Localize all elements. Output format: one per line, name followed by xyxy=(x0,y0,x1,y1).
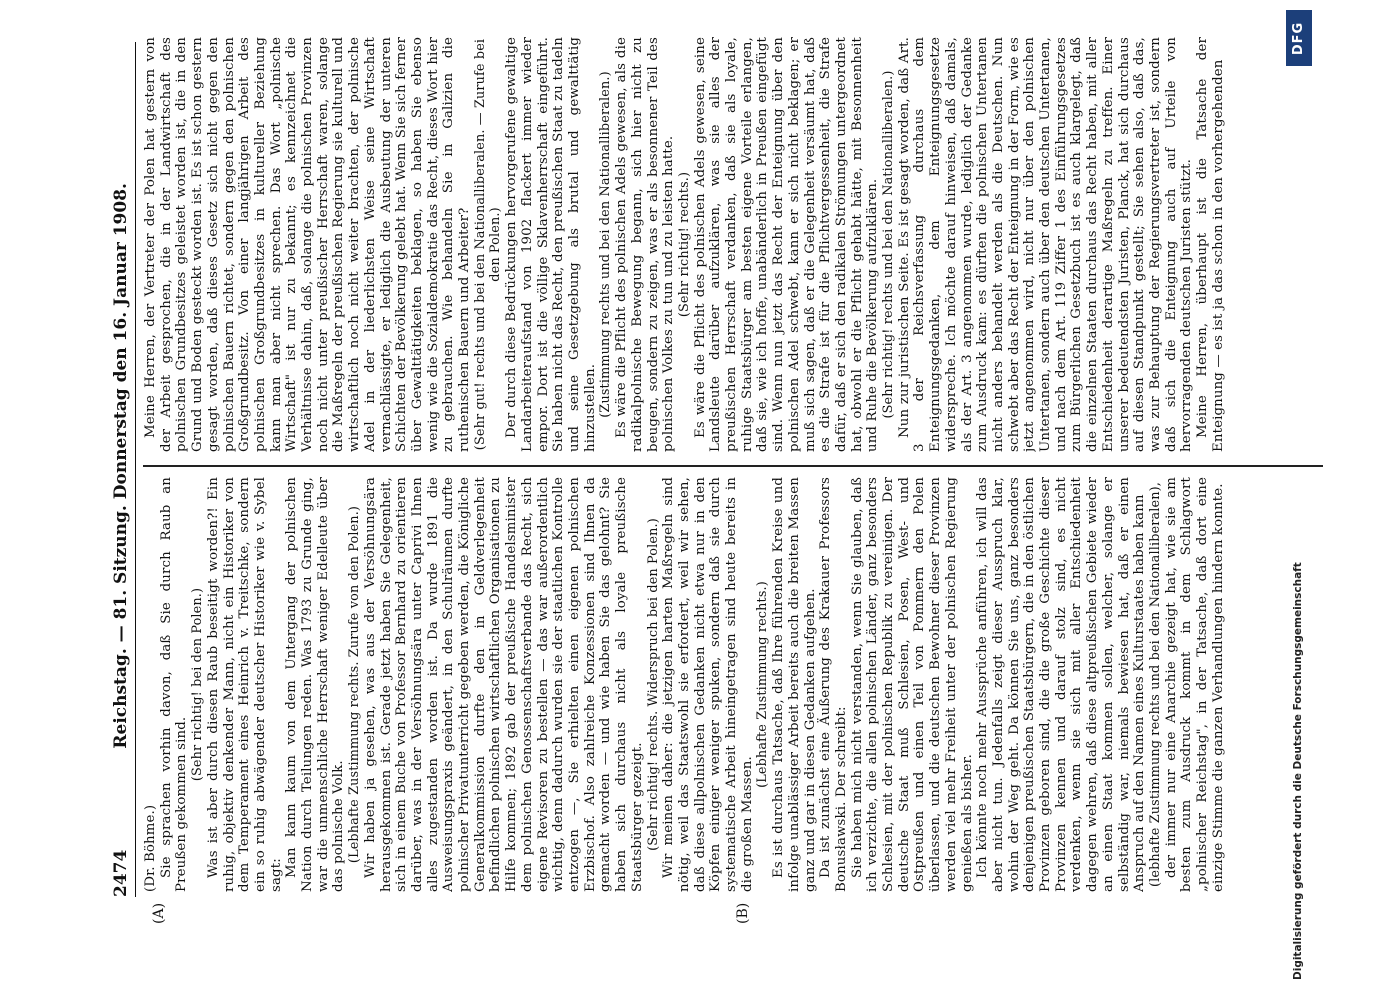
right-column-paragraph: Nun zur juristischen Seite. Es ist gesagt worden, daß Art. 3 der Reichsverfassung durchaus dem Enteignungsgedanken, dem Enteignungsgesetze widerspreche. Ich möchte darauf hinweisen, daß damals, als der Art. 3 angenommen wurde, lediglich der Gedanke zum Ausdruck kam: es dürften die polnischen Untertanen nicht anders behandelt werden als die Deutschen. Nun schwebt aber das Recht der Enteignung in der Form, wie es jetzt angenommen wird, nicht nur über den polnischen Untertanen, sondern auch über den deutschen Untertanen, und nach dem Art. 119 Ziffer 1 des Einführungsgesetzes zum Bürgerlichen Gesetzbuch ist es auch klargelegt, daß die einzelnen Staaten durchaus das Recht haben, mit aller Entschiedenheit derartige Maßregeln zu treffen. Einer unserer bedeutendsten Juristen, Planck, hat sich durchaus auf diesen Standpunkt gestellt; Sie sehen also, daß das, was zur Behauptung der Regierungsvertreter ist, sondern daß sich die Enteignung auch auf Urteile von hervorragenden deutschen Juristen stützt. xyxy=(896,37,1195,452)
left-column-reaction: (Sehr richtig! bei den Polen.) xyxy=(190,587,206,782)
left-column-reaction: (lebhafte Zustimmung rechts und bei den Nationalliberalen), xyxy=(1148,481,1163,888)
digitization-credit: Digitalisierung gefördert durch die Deutsche Forschungsgemeinschaft xyxy=(1292,562,1304,980)
left-column-paragraph: Da ist zunächst eine Äußerung des Krakauer Professors Bonusławski. Der schreibt: xyxy=(818,477,849,892)
dfg-logo: DFG xyxy=(1286,10,1312,66)
scanned-page xyxy=(51,2,1331,992)
margin-marker-b: (B) xyxy=(735,902,751,924)
right-column-reaction: (Sehr richtig! rechts und bei den Nationalliberalen.) xyxy=(881,70,897,419)
running-head-title: Reichstag. — 81. Sitzung. Donnerstag den 16. Januar 1908. xyxy=(111,183,131,749)
left-column-reaction: (Lebhafte Zustimmung rechts.) xyxy=(755,581,771,788)
right-column-paragraph: Meine Herren, überhaupt ist die Tatsache der Enteignung — es ist ja das schon in den vorhergehenden xyxy=(1195,37,1226,452)
right-column-paragraph: Der durch diese Bedrückungen hervorgerufene gewaltige Landarbeiteraufstand von 1902 flackert immer wieder empor. Dort ist die völlige Sklavenherrschaft eingeführt. Sie haben nicht das Recht, den preußischen Staat zu tadeln und seine Gesetzgebung als brutal und gewalttätig hinzustellen. xyxy=(504,37,598,452)
left-text-column xyxy=(143,477,1333,892)
margin-marker-a: (A) xyxy=(151,902,167,924)
left-column-paragraph: Wir meinen daher: die jetzigen harten Maßregeln sind nötig, weil das Staatswohl sie erfordert, weil wir sehen, daß diese allpolnischen Gedanken nicht etwa nur in den Köpfen einiger weniger spuken, sondern daß sie durch systematische Arbeit hineingetragen sind heute bereits in die großen Massen. xyxy=(661,477,755,892)
left-column-reaction: (Sehr richtig! rechts. Widerspruch bei den Polen.) xyxy=(645,518,661,851)
left-column-paragraph: der immer nur eine Anarchie gezeigt hat, wie sie am besten zum Ausdruck kommt in dem Schlagwort „polnischer Reichstag", in der Tatsache, daß dort eine einzige Stimme die ganzen Verhandlungen hindern konnte. xyxy=(1163,477,1226,892)
right-column-paragraph: Es wäre die Pflicht des polnischen Adels gewesen, seine Landsleute darüber aufzuklären, was sie alles der preußischen Herrschaft verdanken, daß sie als loyale, ruhige Staatsbürger am besten eigene Vorteile erlangen, daß sie, wie ich hoffe, unabänderlich in Preußen eingefügt sind. Wenn nun jetzt das Recht der Enteignung über den polnischen Adel schwebt, kann er sich nicht beklagen; er muß sich sagen, daß er die Gelegenheit versäumt hat, daß es die Strafe ist für die Pflichtvergessenheit, die Strafe dafür, daß er sich den radikalen Strömungen untergeordnet hat, obwohl er die Pflicht gehabt hätte, mit Besonnenheit und Ruhe die Bevölkerung aufzuklären. xyxy=(692,37,881,452)
left-column-paragraph: Ich könnte noch mehr Aussprüche anführen, ich will das aber nicht tun. Jedenfalls zeigt dieser Ausspruch klar, wohin der Weg geht. Da können Sie uns, ganz besonders denjenigen preußischen Staatsbürgern, die in den östlichen Provinzen geboren sind, die die große Geschichte dieser Provinzen kennen und darauf stolz sind, es nicht verdenken, wenn sie sich mit aller Entschiedenheit dagegen wehren, daß diese altpreußischen Gebiete wieder an einen Staat kommen sollen, welcher, solange er selbständig war, niemals bewiesen hat, daß er einen Anspruch auf den Namen eines Kulturstaates haben kann xyxy=(975,477,1148,892)
running-header xyxy=(111,42,133,897)
right-column-paragraph: Meine Herren, der Vertreter der Polen hat gestern von der Arbeit gesprochen, die in der Landwirtschaft des polnischen Grundbesitzes geleistet worden ist, die in den Grund und Boden gesteckt worden ist. Es ist schon gestern gesagt worden, daß dieses Gesetz sich nicht gegen den polnischen Bauern richtet, sondern gegen den polnischen Großgrundbesitz. Von einer langjährigen Arbeit des polnischen Großgrundbesitzes in kultureller Beziehung kann man aber nicht sprechen. Das Wort „polnische Wirtschaft" ist nur zu bekannt; es kennzeichnet die Verhältnisse dahin, daß, solange die polnischen Provinzen noch nicht unter preußischer Herrschaft waren, solange die Maßregeln der preußischen Regierung sie kulturell und wirtschaftlich noch nicht weiter brachten, der polnische Adel in der liederlichsten Weise seine Wirtschaft vernachlässigte, er lediglich die Ausbeutung der unteren Schichten der Bevölkerung gelebt hat. Wenn Sie sich ferner über Gewalttätigkeiten beklagen, so haben Sie ebenso wenig wie die Sozialdemokratie das Recht, dieses Wort hier zu gebrauchen. Wie behandeln Sie in Galizien die ruthenischen Bauern und Arbeiter? xyxy=(143,37,473,452)
left-column-paragraph: Es ist durchaus Tatsache, daß Ihre führenden Kreise und infolge unablässiger Arbeit bereits auch die breiten Massen ganz und gar in diesen Gedanken aufgehen. xyxy=(771,477,818,892)
left-column-paragraph: Was ist aber durch diesen Raub beseitigt worden?! Ein ruhig, objektiv denkender Mann, nicht ein Historiker von dem Temperament eines Heinrich v. Treitschke, sondern ein so ruhig abwägender deutscher Historiker wie v. Sybel sagt: xyxy=(205,477,284,892)
left-column-paragraph: Sie sprachen vorhin davon, daß Sie durch Raub an Preußen gekommen sind. xyxy=(158,477,190,892)
left-column-paragraph: Wir haben ja gesehen, was aus der Versöhnungsära herausgekommen ist. Gerade jetzt haben Sie Gelegenheit, sich in einem Buche von Professor Bernhard zu orientieren darüber, was in der Versöhnungsära unter Caprivi Ihnen alles zugestanden worden ist. Da wurde 1891 die Ausweisungspraxis geändert, in den Schulräumen durfte polnischer Privatunterricht gegeben werden, die Königliche Generalkommission durfte den in Geldverlegenheit befindlichen polnischen wirtschaftlichen Organisationen zu Hilfe kommen; 1892 gab der preußische Handelsminister dem polnischen Genossenschaftsverbande das Recht, sich eigene Revisoren zu bestellen — das war außerordentlich wichtig, denn dadurch wurden sie der staatlichen Kontrolle entzogen —, Sie erhielten einen eigenen polnischen Erzbischof. Also zahlreiche Konzessionen sind Ihnen da gemacht worden — und wie haben Sie das gelohnt? Sie haben sich durchaus nicht als loyale preußische Staatsbürger gezeigt. xyxy=(362,477,645,892)
speaker-marker: (Dr. Böhme.) xyxy=(143,804,158,892)
left-column-reaction: (Lebhafte Zustimmung rechts. Zurufe von den Polen.) xyxy=(347,505,363,864)
header-rule xyxy=(135,42,136,897)
column-separator xyxy=(143,465,1323,467)
left-column-paragraph: Sie haben mich nicht verstanden, wenn Sie glauben, daß ich verzichte, die allen polnischen Länder, ganz besonders Schlesien, mit der polnischen Republik zu vereinigen. Der deutsche Staat muß Schlesien, Posen, West- und Ostpreußen und einen Teil von Pommern den Polen überlassen, und die deutschen Bewohner dieser Provinzen werden viel mehr Freiheit unter der polnischen Regierung genießen als bisher. xyxy=(849,477,975,892)
right-column-paragraph: Es wäre die Pflicht des polnischen Adels gewesen, als die radikalpolnische Bewegung begann, sich hier nicht zu beugen, sondern zu zeigen, was er als besonnener Teil des polnischen Volkes zu tun und zu leisten hatte. xyxy=(614,37,677,452)
right-column-reaction: (Zustimmung rechts und bei den Nationalliberalen.) xyxy=(598,71,614,418)
left-column-paragraph: Man kann kaum von dem Untergang der polnischen Nation durch Teilungen reden. Was 1793 zu Grunde ging, war die unmenschliche Herrschaft weniger Edelleute über das polnische Volk. xyxy=(284,477,347,892)
right-column-reaction: (Sehr gut! rechts und bei den Nationalliberalen. — Zurufe bei den Polen.) xyxy=(472,38,504,451)
right-text-column xyxy=(143,37,1333,452)
right-column-reaction: (Sehr richtig! rechts.) xyxy=(676,171,692,318)
page-number: 2474 xyxy=(111,849,131,897)
